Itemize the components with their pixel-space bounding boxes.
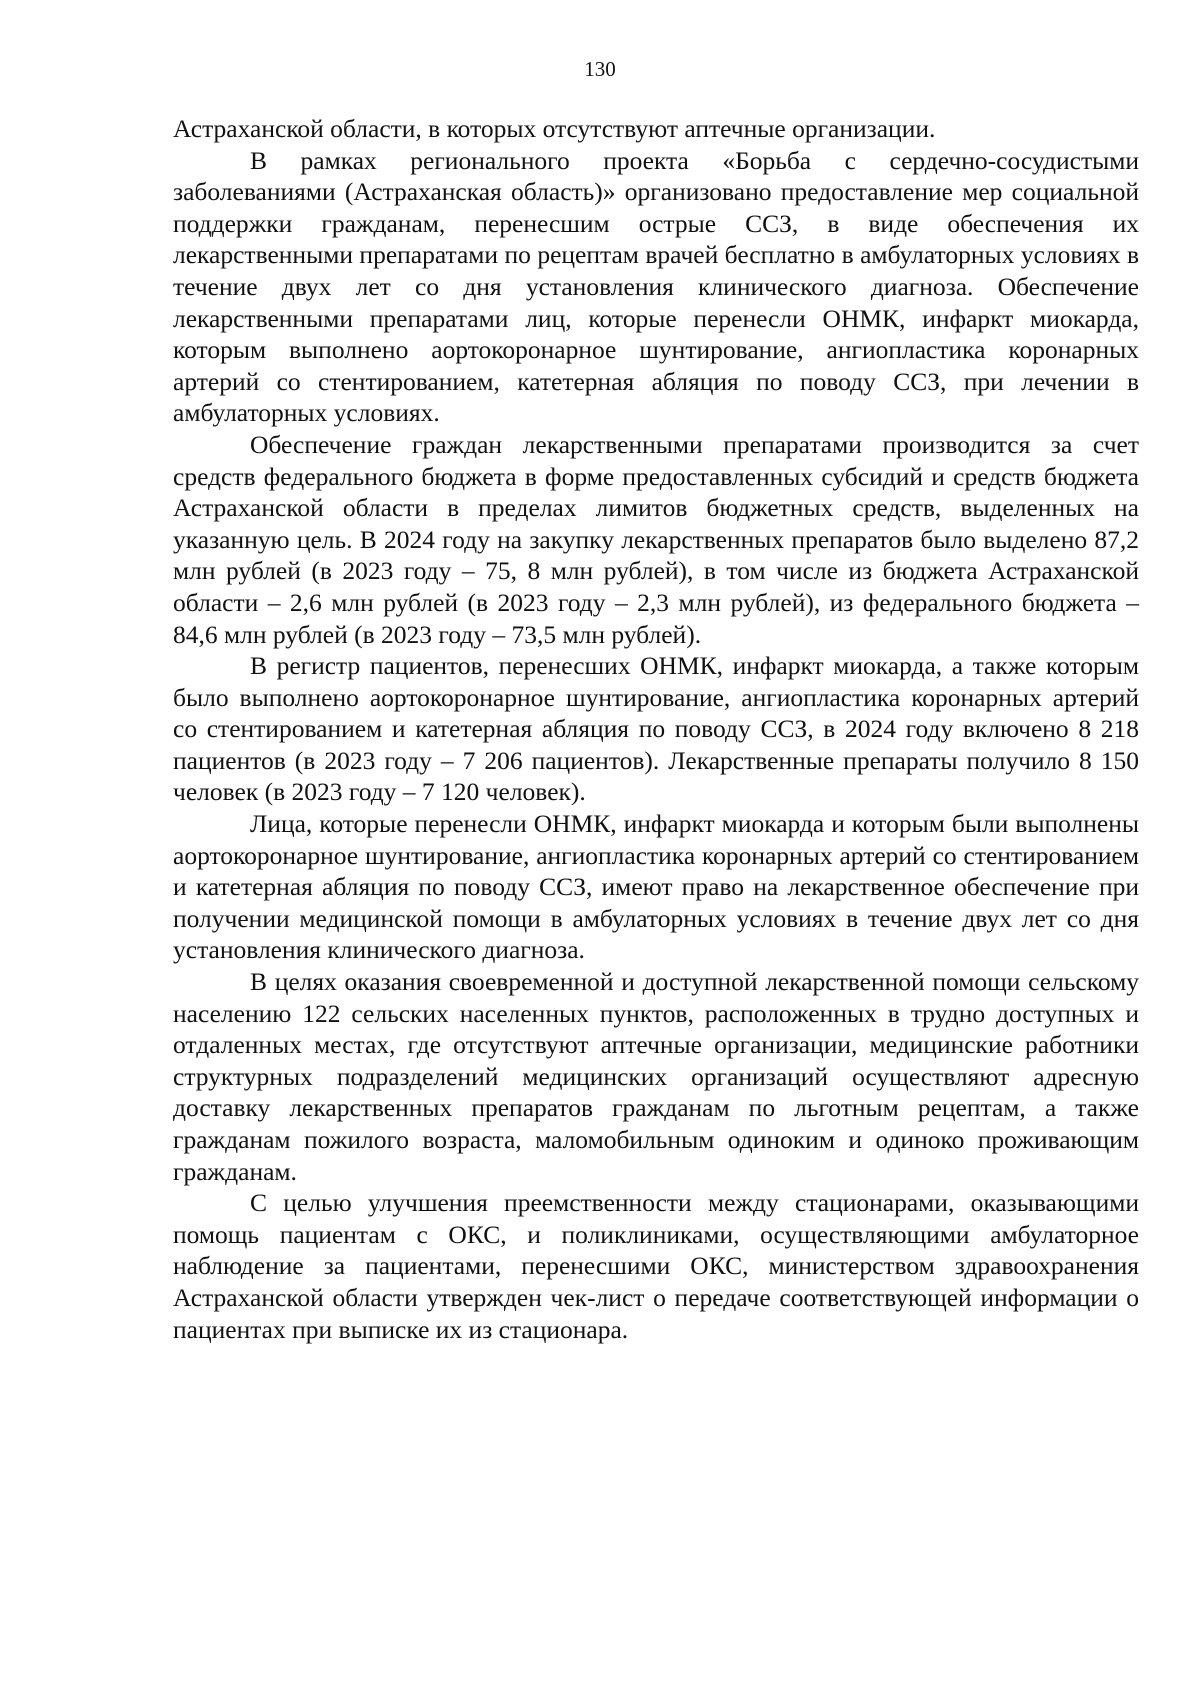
paragraph-rural-delivery: В целях оказания своевременной и доступной лекарственной помощи сельскому населению 122 сельских населенных пунктов, расположенных в трудно доступных и отдаленных местах, где отсутствуют аптечные организации, медицинские работники структурных подразделений медицинских организаций осуществляют адресную доставку лекарственных препаратов гражданам по льготным рецептам, а также гражданам пожилого возраста, маломобильным одиноким и одиноко проживающим гражданам. [173, 967, 1139, 1186]
body-text [173, 113, 1139, 1345]
paragraph-checklist: С целью улучшения преемственности между стационарами, оказывающими помощь пациентам с ОКС, и поликлиниками, осуществляющими амбулаторное наблюдение за пациентами, перенесшими ОКС, министерством здравоохранения Астраханской области утвержден чек-лист о передаче соответствующей информации о пациентах при выписке их из стационара. [173, 1188, 1139, 1344]
paragraph-continuation: Астраханской области, в которых отсутствуют аптечные организации. [173, 114, 936, 143]
paragraph-patient-register: В регистр пациентов, перенесших ОНМК, инфаркт миокарда, а также которым было выполнено аортокоронарное шунтирование, ангиопластика коронарных артерий со стентированием и катетерная абляция по поводу ССЗ, в 2024 году включено 8 218 пациентов (в 2023 году – 7 206 пациентов). Лекарственные препараты получило 8 150 человек (в 2023 году – 7 120 человек). [173, 651, 1139, 807]
page-number: 130 [584, 57, 616, 81]
paragraph-eligibility: Лица, которые перенесли ОНМК, инфаркт миокарда и которым были выполнены аортокоронарное шунтирование, ангиопластика коронарных артерий со стентированием и катетерная абляция по поводу ССЗ, имеют право на лекарственное обеспечение при получении медицинской помощи в амбулаторных условиях в течение двух лет со дня установления клинического диагноза. [173, 809, 1139, 965]
paragraph-funding: Обеспечение граждан лекарственными препаратами производится за счет средств федерального бюджета в форме предоставленных субсидий и средств бюджета Астраханской области в пределах лимитов бюджетных средств, выделенных на указанную цель. В 2024 году на закупку лекарственных препаратов было выделено 87,2 млн рублей (в 2023 году – 75, 8 млн рублей), в том числе из бюджета Астраханской области – 2,6 млн рублей (в 2023 году – 2,3 млн рублей), из федерального бюджета – 84,6 млн рублей (в 2023 году – 73,5 млн рублей). [173, 429, 1139, 649]
paragraph-regional-project: В рамках регионального проекта «Борьба с сердечно-сосудистыми заболеваниями (Астраханская область)» организовано предоставление мер социальной поддержки гражданам, перенесшим острые ССЗ, в виде обеспечения их лекарственными препаратами по рецептам врачей бесплатно в амбулаторных условиях в течение двух лет со дня установления клинического диагноза. Обеспечение лекарственными препаратами лиц, которые перенесли ОНМК, инфаркт миокарда, которым выполнено аортокоронарное шунтирование, ангиопластика коронарных артерий со стентированием, катетерная абляция по поводу ССЗ, при лечении в амбулаторных условиях. [173, 145, 1139, 428]
